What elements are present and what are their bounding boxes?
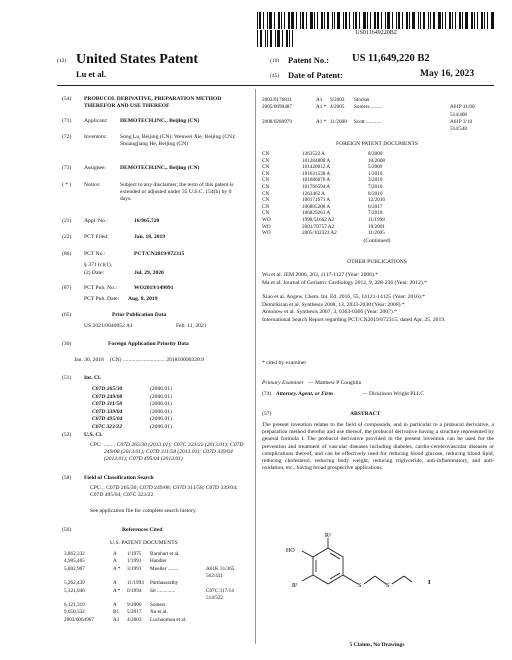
refs-title: References Cited <box>122 527 163 533</box>
us-doc-name: Mueller ........ <box>150 565 179 572</box>
us-doc-name: Somers <box>150 602 166 609</box>
formula-r1: R¹ <box>292 583 298 589</box>
formula-ho: HO <box>286 548 295 554</box>
us-doc-kind: A1 <box>113 616 120 623</box>
foreign-doc-date: 8/2000 <box>368 151 383 157</box>
intcl-year: (2006.01) <box>150 401 172 408</box>
us-doc-number: 5,262,439 <box>64 580 85 587</box>
foreign-doc-country: CN <box>262 164 270 171</box>
barcode-bar <box>337 12 340 29</box>
cpc-label: CPC <box>90 442 101 448</box>
ref-class: A61P 3/10 <box>450 118 473 125</box>
us-doc-date: 6/1994 <box>127 587 142 594</box>
pct-filed-date: Jan. 18, 2019 <box>134 234 166 240</box>
publication-entry: Antonow et al. Synthesis 2007, 3, 0363-0366 (Year: 2007).* <box>262 309 397 315</box>
barcode-bar <box>385 12 386 29</box>
foreign-doc-date: 5/2009 <box>368 164 383 171</box>
other-pubs-title: OTHER PUBLICATIONS <box>347 259 407 265</box>
continued-note: (Continued) <box>363 238 391 244</box>
us-doc-name: Xu et al. <box>150 609 168 616</box>
foreign-doc-country: CN <box>262 177 270 184</box>
us-doc-date: 1/1991 <box>127 558 142 565</box>
foreign-doc-date: 11/1998 <box>368 217 385 223</box>
us-doc-class: 562/431 <box>206 572 224 579</box>
ref-date: 11/2008 <box>330 118 347 125</box>
barcode-bar <box>257 12 258 29</box>
barcode-bar <box>442 12 443 29</box>
field-label: Field of Classification Search <box>84 475 154 481</box>
foreign-doc-number: 101631538 A <box>302 170 331 177</box>
patent-date: May 16, 2023 <box>420 69 475 79</box>
assignee-code: (73) <box>62 165 72 171</box>
pct-pub-date-label: PCT Pub. Date: <box>84 296 120 302</box>
barcode <box>257 12 495 29</box>
title-code: (54) <box>62 96 72 102</box>
us-doc-class: C07C 317/14 <box>206 587 234 594</box>
us-doc-kind: A * <box>113 565 121 572</box>
foreign-doc-date: 3/2010 <box>368 177 383 184</box>
foreign-doc-country: CN <box>262 203 270 210</box>
inventors-code: (72) <box>62 134 72 140</box>
barcode-bar <box>370 12 371 29</box>
barcode-bar <box>387 12 390 29</box>
barcode-bar <box>353 12 354 29</box>
intcl-year: (2006.01) <box>150 424 172 430</box>
barcode-bar <box>321 12 323 29</box>
us-doc-kind: B1 <box>113 609 120 616</box>
pct-pub-code: (87) <box>62 285 72 291</box>
barcode-number: US011649220B2 <box>355 30 397 36</box>
cited-note: * cited by examiner <box>262 360 307 366</box>
prior-date: Feb. 11, 2021 <box>176 323 207 329</box>
attorney-name: — Dickinson Wright PLLC <box>362 391 424 397</box>
us-doc-name: Barnhart et al. <box>150 551 180 557</box>
intcl-year: (2006.01) <box>150 386 172 392</box>
ref-date: 4/2005 <box>330 104 345 111</box>
barcode-bar <box>306 12 307 29</box>
foreign-code: (30) <box>62 341 72 347</box>
barcode-bar <box>396 12 397 29</box>
us-doc-date: 5/2017 <box>127 609 142 616</box>
foreign-doc-country: WO <box>262 217 271 223</box>
foreign-doc-date: 1/2010 <box>368 170 383 177</box>
barcode-bar <box>281 12 282 29</box>
barcode-bar <box>349 12 350 29</box>
us-doc-number: 2003/0064967 <box>64 616 94 623</box>
foreign-doc-date: 12/2016 <box>368 197 386 204</box>
applicant-code: (71) <box>62 118 72 124</box>
intcl-class: C07C 323/22 <box>92 424 122 430</box>
patent-type-title: United States Patent <box>76 52 199 67</box>
pct-pub-date: Aug. 8, 2019 <box>128 296 158 302</box>
foreign-doc-date: 7/2010 <box>368 184 383 190</box>
ref-date: 9/2003 <box>330 97 345 103</box>
examiner-label: Primary Examiner <box>262 380 304 386</box>
barcode-bar <box>471 12 473 29</box>
barcode-bar <box>334 12 335 29</box>
inventors-label: Inventors: <box>84 134 107 140</box>
barcode-bar <box>462 12 463 29</box>
formula-i-label: I <box>428 579 431 586</box>
foreign-cn-number: (CN) .............................. 201810090320.9 <box>110 357 205 363</box>
barcode-bar <box>455 12 456 29</box>
barcode-bar <box>474 12 475 29</box>
header-rule <box>57 85 494 86</box>
barcode-bar <box>459 12 461 29</box>
notice-value: Subject to any disclaimer, the term of this patent is extended or adjusted under 35 U.S.C. 154(b) by 0 days. <box>120 182 234 202</box>
barcode-bar <box>259 12 261 29</box>
prior-number: US 2021/0040052 A1 <box>84 323 133 329</box>
us-doc-number: 5,002,967 <box>64 565 85 572</box>
publication-entry: Ma et al. Journal of Geriatric Cardiology 2012, 9, 228-236 (Year: 2012).* <box>262 279 427 286</box>
barcode-bar <box>465 12 468 29</box>
us-doc-kind: A <box>113 602 117 609</box>
barcode-bar <box>452 12 453 29</box>
foreign-doc-number: 106805208 A <box>302 203 331 210</box>
abstract-text: The present invention relates to the field of compounds, and in particular to a probucol derivative, a preparation method therefor and use thereof, the probucol derivative having a structure represented by general formula I. The probucol derivative provided in the present invention can be used for the prevention and treatment of vascular diseases including diabetes, cardio-cerebrovascular diseases or complications thereof, and can be effectively used for reducing blood glucose, reducing blood lipid, reducing cholesterol, reducing body weight, reducing triglyceride, anti-inflammatory, and anti-oxidation, etc., having broad prospective applications. <box>262 422 494 472</box>
applicant-label: Applicant: <box>84 118 108 124</box>
appl-number: 16/965,720 <box>134 218 160 224</box>
field-classes: CPC .. C07D 265/30; C07D 249/08; C07D 311/58; C07D 339/04; C07D 495/04; C07C 323/22 <box>90 485 238 498</box>
barcode-bar <box>332 12 333 29</box>
s371-date: Jul. 29, 2020 <box>134 270 164 276</box>
barcode-bar <box>398 12 400 29</box>
us-doc-number: 3,862,332 <box>64 551 85 557</box>
intcl-code: (51) <box>62 375 72 381</box>
barcode-bar <box>477 12 478 29</box>
date-label: Date of Patent: <box>288 70 343 80</box>
applicant-value: DEMOTECH.INC., Beijing (CN) <box>120 118 200 124</box>
foreign-doc-country: CN <box>262 170 270 177</box>
us-doc-number: 4,985,465 <box>64 558 85 565</box>
foreign-doc-number: 101686676 A <box>302 177 331 184</box>
foreign-doc-number: 106171671 A <box>302 197 331 204</box>
us-doc-name: Sit .............. <box>150 587 176 594</box>
ref-kind: A1 * <box>316 118 327 125</box>
foreign-doc-number: 101766594 A <box>302 184 331 190</box>
header-code-45: (45) <box>270 73 280 79</box>
foreign-doc-number: 101284808 A <box>302 157 331 164</box>
formula-s2: S <box>386 583 390 589</box>
notice-label: Notice: <box>84 182 101 188</box>
ref-number: 2005/0090487 <box>262 104 292 111</box>
examiner-name: — Matthew P Coughlin <box>308 380 362 386</box>
field-note: See application file for complete search history. <box>90 508 197 514</box>
barcode-bar <box>428 12 429 29</box>
r1-bond <box>302 575 313 581</box>
foreign-doc-country: WO <box>262 230 271 237</box>
barcode-bar <box>420 12 421 29</box>
barcode-bar <box>274 12 275 29</box>
barcode-bar <box>355 12 357 29</box>
abstract-title: ABSTRACT <box>350 411 381 417</box>
barcode-bar <box>302 12 304 29</box>
us-doc-date: 3/1991 <box>127 565 142 572</box>
barcode-bar <box>392 12 393 29</box>
us-doc-name: Handler <box>150 558 167 565</box>
us-doc-kind: A <box>113 558 117 565</box>
attorney-code: (74) <box>262 391 272 397</box>
abstract-code: (57) <box>262 411 272 417</box>
us-doc-name: Parthasarathy <box>150 580 179 587</box>
intcl-class: C07D 495/04 <box>92 416 123 423</box>
foreign-doc-country: CN <box>262 184 270 190</box>
prior-title: Prior Publication Data <box>112 312 167 318</box>
pct-pub-number: WO2019/149091 <box>134 285 174 291</box>
barcode-bar <box>288 12 290 29</box>
barcode-bar <box>412 12 415 29</box>
foreign-doc-country: CN <box>262 157 270 164</box>
barcode-bar <box>377 12 379 29</box>
s1-bond <box>343 575 358 584</box>
s371-date-label: (2) Date: <box>84 270 105 276</box>
attorney-label: Attorney, Agent, or Firm <box>276 391 333 397</box>
us-doc-class: 514/522 <box>206 594 224 601</box>
barcode-bar <box>484 12 485 29</box>
publication-entry: Demirkiran et al. Synthesis 2008, 13, 2033-2038 (Year: 2008).* <box>262 301 405 308</box>
barcode-bar <box>487 12 488 29</box>
pct-filed-label: PCT Filed: <box>84 234 109 240</box>
patent-no-label: Patent No.: <box>288 55 330 65</box>
intcl-label: Int. Cl. <box>84 375 101 381</box>
header-code-10: (10) <box>270 58 280 64</box>
inventors-value: Song Lu, Beijing (CN); Wenwei Xie, Beijing (CN); Shuangjiang He, Beijing (CN) <box>120 134 236 147</box>
field-code: (58) <box>62 475 72 481</box>
formula-structure <box>280 530 450 610</box>
us-doc-date: 11/1993 <box>127 580 144 587</box>
intcl-class: C07D 339/04 <box>92 408 123 415</box>
us-doc-date: 4/2003 <box>127 616 142 623</box>
foreign-docs-title: FOREIGN PATENT DOCUMENTS <box>335 141 419 147</box>
foreign-doc-country: CN <box>262 197 270 204</box>
foreign-doc-date: 7/2018 <box>368 210 383 217</box>
barcode-bar <box>363 12 366 29</box>
foreign-doc-number: 106829263 A <box>302 210 331 217</box>
appl-label: Appl. No.: <box>84 218 108 224</box>
foreign-title: Foreign Application Priority Data <box>108 341 189 347</box>
barcode-bar <box>317 12 318 29</box>
header-code-12: (12) <box>57 58 67 64</box>
barcode-bar <box>491 12 494 29</box>
barcode-bar <box>310 12 313 29</box>
inventor-short: Lu et al. <box>76 69 106 79</box>
refs-code: (56) <box>62 527 72 533</box>
us-doc-number: 5,321,046 <box>64 587 85 594</box>
us-doc-number: 6,121,319 <box>64 602 85 609</box>
foreign-doc-number: 2001/70757 A2 <box>302 223 335 230</box>
us-doc-kind: A <box>113 551 117 557</box>
barcode-bar <box>269 12 272 29</box>
barcode-bar <box>449 12 451 29</box>
appl-code: (21) <box>62 218 72 224</box>
barcode-bar <box>367 12 368 29</box>
foreign-date: Jan. 30, 2018 <box>74 357 104 363</box>
barcode-bar <box>381 12 382 29</box>
us-doc-kind: A <box>113 580 117 587</box>
foreign-doc-date: 10/2001 <box>368 223 386 230</box>
foreign-doc-country: CN <box>262 210 270 217</box>
barcode-bar <box>402 12 403 29</box>
publication-entry: International Search Report regarding PCT/CN2019/072315; dated Apr. 25, 2019. <box>262 316 446 323</box>
pct-filed-code: (22) <box>62 234 72 240</box>
intcl-year: (2006.01) <box>150 416 172 423</box>
us-doc-kind: A * <box>113 587 121 594</box>
us-doc-date: 1/1975 <box>127 551 142 557</box>
barcode-bar <box>324 12 325 29</box>
barcode-bar <box>433 12 435 29</box>
us-doc-date: 9/2000 <box>127 602 142 609</box>
barcode-bar <box>445 12 446 29</box>
pct-no-label: PCT No.: <box>84 251 106 257</box>
formula-s1: S <box>358 583 362 589</box>
barcode-bar <box>296 12 297 29</box>
assignee-label: Assignee: <box>84 165 107 171</box>
ref-kind: A1 <box>316 97 323 103</box>
barcode-bar <box>327 12 329 29</box>
patent-number: US 11,649,220 B2 <box>352 53 430 64</box>
ref-name: Scott ............ <box>354 118 382 125</box>
benzene-ring <box>313 548 343 584</box>
prior-code: (65) <box>62 312 72 318</box>
claims-summary: 5 Claims, No Drawings <box>349 642 405 648</box>
foreign-doc-date: 10/2008 <box>368 157 386 164</box>
intcl-year: (2006.01) <box>150 393 172 400</box>
us-doc-name: Luchoomun et al. <box>150 616 187 623</box>
foreign-doc-number: 2005/102323 A2 <box>302 230 337 237</box>
ref-kind: A1 * <box>316 104 327 111</box>
barcode-bar <box>314 12 315 29</box>
uscl-label: U.S. Cl. <box>84 432 103 438</box>
barcode-bar <box>423 12 425 29</box>
barcode-bar <box>291 12 294 29</box>
barcode-bar <box>345 12 347 29</box>
foreign-doc-number: 1263462 A <box>302 190 325 197</box>
ref-number: 2003/0176811 <box>262 97 292 103</box>
us-doc-class: A61K 31/365 <box>206 565 235 572</box>
us-docs-title: U.S. PATENT DOCUMENTS <box>110 540 178 546</box>
pct-number: PCT/CN2019/072315 <box>134 251 185 257</box>
barcode-bar <box>284 12 285 29</box>
foreign-doc-date: 8/2010 <box>368 190 383 197</box>
barcode-bar <box>263 12 264 29</box>
intcl-year: (2006.01) <box>150 408 172 415</box>
foreign-doc-number: 1998/51662 A2 <box>302 217 335 223</box>
intcl-class: C07D 311/58 <box>92 401 122 408</box>
ref-number: 2008/0280979 <box>262 118 292 125</box>
barcode-bar <box>343 12 344 29</box>
ref-class: 514/548 <box>450 126 468 133</box>
foreign-doc-country: CN <box>262 190 270 197</box>
notice-code: ( * ) <box>62 182 72 188</box>
barcode-bar <box>406 12 408 29</box>
foreign-doc-country: WO <box>262 223 271 230</box>
barcode-bar <box>481 12 483 29</box>
ref-class: A61P 11/00 <box>450 104 475 111</box>
foreign-doc-date: 6/2017 <box>368 203 383 210</box>
assignee-value: DEMOTECH.INC., Beijing (CN) <box>120 165 200 171</box>
column-divider <box>255 89 256 644</box>
formula-r2: R² <box>325 533 331 539</box>
s371-label: § 371 (c)(1), <box>84 262 113 268</box>
barcode-bar <box>374 12 376 29</box>
barcode-bar <box>300 12 301 29</box>
foreign-doc-date: 11/2005 <box>368 230 385 237</box>
uscl-code: (52) <box>62 432 72 438</box>
barcode-bar <box>267 12 268 29</box>
us-doc-number: 9,650,332 <box>64 609 85 616</box>
intcl-class: C07D 249/08 <box>92 393 123 400</box>
intcl-class: C07D 265/30 <box>92 386 123 392</box>
pct-no-code: (86) <box>62 251 72 257</box>
ref-name: Somers ......... <box>354 104 383 111</box>
ref-name: Stocker <box>354 97 370 103</box>
ho-bond <box>302 551 313 557</box>
barcode-bar <box>278 12 280 29</box>
pct-pub-label: PCT Pub. No.: <box>84 285 117 291</box>
ref-class: 514/408 <box>450 111 468 118</box>
cpc-classes: ........ C07D 265/30 (2013.01); C07C 323/22 (2013.01); C07D 249/08 (2013.01); C07D 311/58 (2013.01); C07D 339/04 (2013.01); C07D 495/04 (2013.01) <box>104 442 244 462</box>
foreign-doc-country: CN <box>262 151 270 157</box>
barcode-bar <box>430 12 431 29</box>
foreign-doc-number: 101420012 A <box>302 164 331 171</box>
barcode-bar <box>359 12 360 29</box>
invention-title: PROBUCOL DERIVATIVE, PREPARATION METHOD THEREFOR AND USE THEREOF <box>84 96 222 109</box>
barcode-bar <box>409 12 410 29</box>
publication-entry: Xiao et al. Angew. Chem. Int. Ed. 2016, 55, 14121-14125 (Year: 2016).* <box>262 294 425 300</box>
barcode-bar <box>438 12 441 29</box>
foreign-doc-number: 1263522 A <box>302 151 325 157</box>
barcode-bar <box>418 12 419 29</box>
publication-entry: Wu et al. JEM 2006, 203, 1117-1127 (Year: 2006).* <box>262 272 379 278</box>
